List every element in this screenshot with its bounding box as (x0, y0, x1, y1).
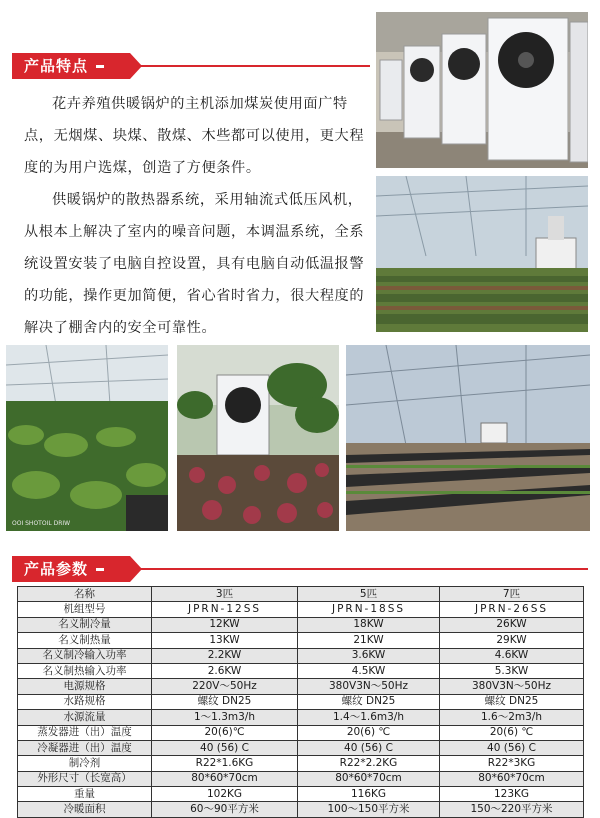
table-cell: 20(6)℃ (152, 725, 298, 740)
table-cell: 116KG (298, 787, 440, 802)
params-table-body (18, 587, 584, 818)
table-header-row (18, 587, 584, 602)
table-cell: 21KW (298, 633, 440, 648)
table-cell: 12KW (152, 617, 298, 632)
params-title (12, 556, 130, 582)
row-label-cell: 名义制冷量 (18, 617, 152, 632)
row-label-cell: 电源规格 (18, 679, 152, 694)
table-cell: 80*60*70cm (152, 771, 298, 786)
params-divider (128, 568, 588, 570)
table-cell: 40 (56) C (440, 740, 584, 755)
photo-potted-plants (6, 345, 168, 531)
table-cell: 150～220平方米 (440, 802, 584, 817)
table-row (18, 602, 584, 617)
row-label-cell: 冷凝器进（出）温度 (18, 740, 152, 755)
table-cell: 80*60*70cm (440, 771, 584, 786)
table-row (18, 787, 584, 802)
params-table (17, 586, 584, 818)
table-cell: 102KG (152, 787, 298, 802)
photo-heat-pump-flowers (177, 345, 339, 531)
row-label-cell: 机组型号 (18, 602, 152, 617)
header-cell: 5匹 (298, 587, 440, 602)
table-cell: 40 (56) C (298, 740, 440, 755)
table-cell: 20(6) ℃ (440, 725, 584, 740)
table-cell: 4.6KW (440, 648, 584, 663)
table-cell: 380V3N～50Hz (440, 679, 584, 694)
table-cell: 1.4～1.6m3/h (298, 710, 440, 725)
row-label-cell: 水源流量 (18, 710, 152, 725)
table-cell: JPRN-18SS (298, 602, 440, 617)
table-cell: 1.6～2m3/h (440, 710, 584, 725)
table-cell: R22*2.2KG (298, 756, 440, 771)
photo-greenhouse-heater (376, 176, 588, 332)
table-cell: 2.2KW (152, 648, 298, 663)
header-cell: 7匹 (440, 587, 584, 602)
table-row (18, 710, 584, 725)
photo-greenhouse-rows (346, 345, 590, 531)
table-cell: R22*3KG (440, 756, 584, 771)
table-row (18, 663, 584, 678)
header-cell: 名称 (18, 587, 152, 602)
table-cell: 螺纹 DN25 (298, 694, 440, 709)
table-cell: 100～150平方米 (298, 802, 440, 817)
row-label-cell: 名义制冷输入功率 (18, 648, 152, 663)
table-row (18, 802, 584, 817)
table-cell: 螺纹 DN25 (152, 694, 298, 709)
features-title (12, 53, 130, 79)
table-cell: 5.3KW (440, 663, 584, 678)
row-label-cell: 名义制热输入功率 (18, 663, 152, 678)
row-label-cell: 冷暖面积 (18, 802, 152, 817)
features-divider (128, 65, 370, 67)
row-label-cell: 水路规格 (18, 694, 152, 709)
table-cell: 1～1.3m3/h (152, 710, 298, 725)
row-label-cell: 蒸发器进（出）温度 (18, 725, 152, 740)
table-cell: 60～90平方米 (152, 802, 298, 817)
table-cell: 380V3N～50Hz (298, 679, 440, 694)
table-cell: 40 (56) C (152, 740, 298, 755)
photo-heat-pump-units (376, 12, 588, 168)
table-row (18, 679, 584, 694)
table-cell: 18KW (298, 617, 440, 632)
table-cell: 2.6KW (152, 663, 298, 678)
feature-paragraph-1: 花卉养殖供暖锅炉的主机添加煤炭使用面广特点，无烟煤、块煤、散煤、木些都可以使用，更大程度的为用户选煤，创造了方便条件。 (24, 96, 365, 176)
row-label-cell: 重量 (18, 787, 152, 802)
row-label-cell: 制冷剂 (18, 756, 152, 771)
table-cell: JPRN-12SS (152, 602, 298, 617)
table-row (18, 740, 584, 755)
header-cell: 3匹 (152, 587, 298, 602)
table-cell: R22*1.6KG (152, 756, 298, 771)
table-row (18, 756, 584, 771)
table-cell: 80*60*70cm (298, 771, 440, 786)
table-cell: 4.5KW (298, 663, 440, 678)
table-cell: 3.6KW (298, 648, 440, 663)
table-row (18, 725, 584, 740)
table-row (18, 648, 584, 663)
table-cell: JPRN-26SS (440, 602, 584, 617)
features-title-text: 产品特点 (24, 57, 89, 75)
table-cell: 123KG (440, 787, 584, 802)
table-cell: 29KW (440, 633, 584, 648)
feature-paragraph-2: 供暖锅炉的散热器系统，采用轴流式低压风机，从根本上解决了室内的噪音问题，本调温系统，全系统设置安装了电脑自控设置，具有电脑自动低温报警的功能，操作更加简便，省心省时省力，很大程度的解决了棚舍内的安全可靠性。 (24, 192, 365, 336)
table-cell: 螺纹 DN25 (440, 694, 584, 709)
table-cell: 26KW (440, 617, 584, 632)
table-cell: 13KW (152, 633, 298, 648)
table-cell: 20(6) ℃ (298, 725, 440, 740)
table-cell: 220V～50Hz (152, 679, 298, 694)
table-row (18, 633, 584, 648)
row-label-cell: 名义制热量 (18, 633, 152, 648)
table-row (18, 694, 584, 709)
table-row (18, 617, 584, 632)
photo-caption: OOI SHOTOIL DRIW (12, 520, 71, 527)
table-row (18, 771, 584, 786)
title-dash-decoration (96, 568, 104, 571)
title-dash-decoration (96, 65, 104, 68)
params-title-text: 产品参数 (24, 560, 89, 578)
row-label-cell: 外形尺寸（长宽高） (18, 771, 152, 786)
